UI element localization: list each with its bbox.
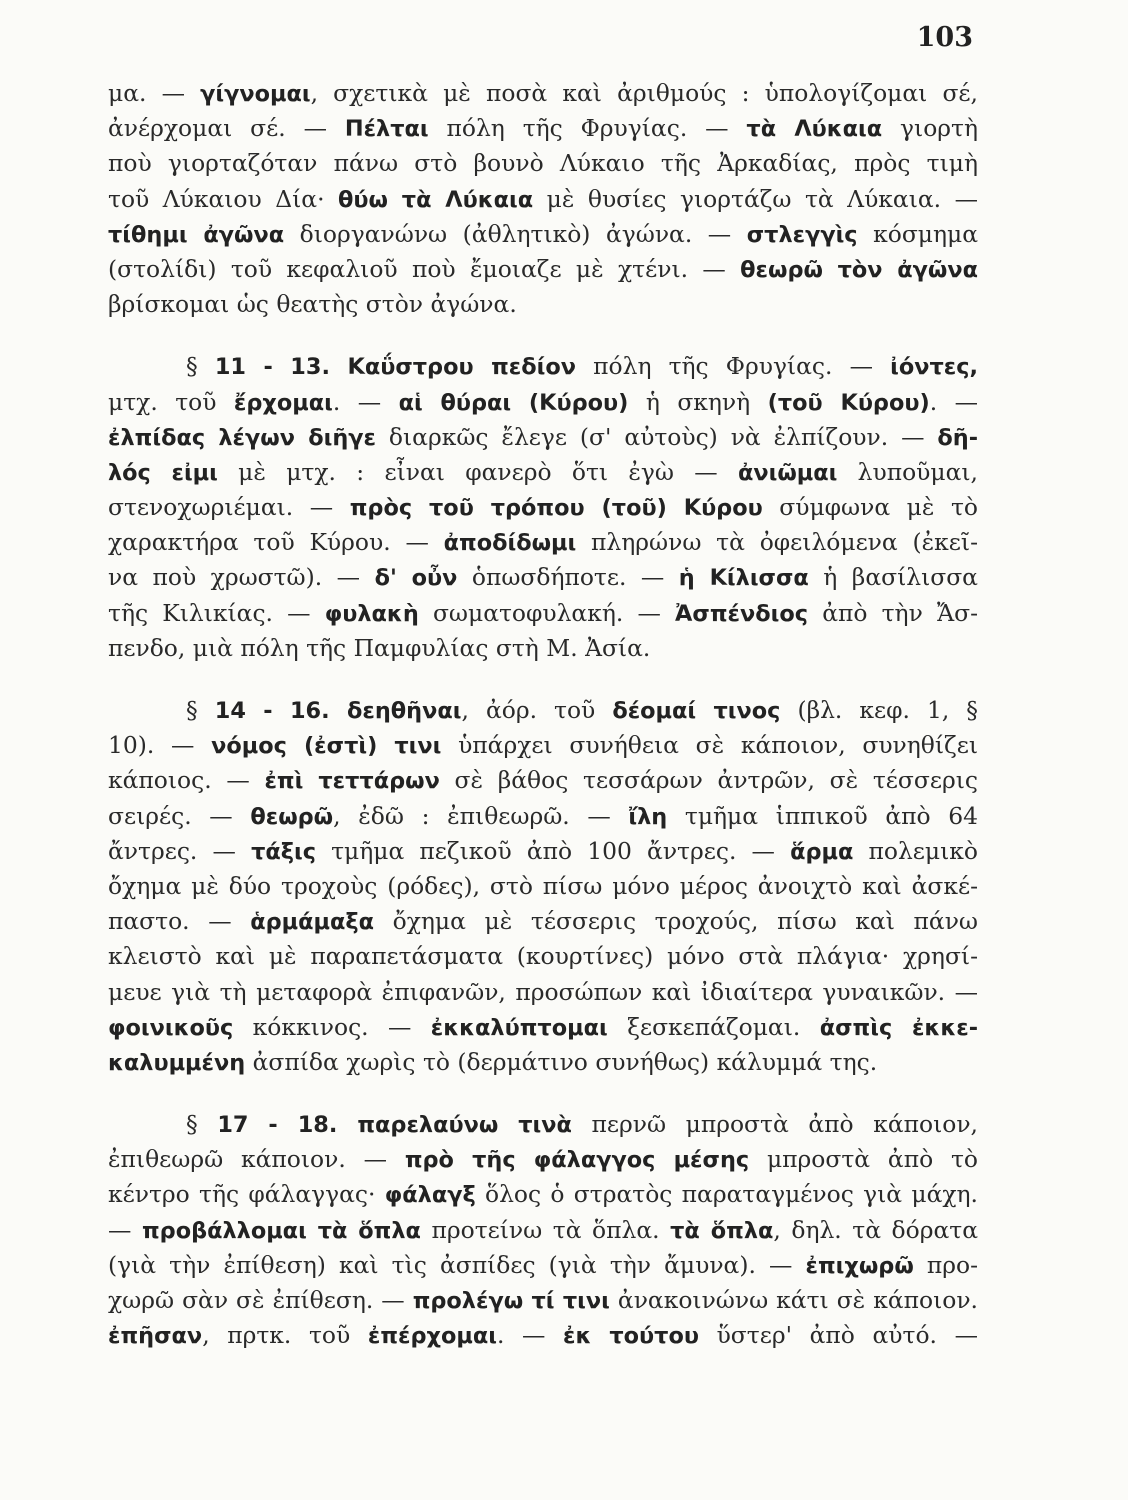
gloss-text: , σχετικὰ μὲ ποσὰ καὶ ἀριθμούς : ὑπολογίζομαι σέ, xyxy=(310,79,978,107)
glossary-term: ἐπῆσαν xyxy=(108,1323,203,1350)
gloss-text: πληρώνω τὰ ὀφειλόμενα (ἐκεῖ- xyxy=(576,528,978,557)
glossary-term: φυλακὴ xyxy=(324,600,419,627)
text-line xyxy=(108,1248,978,1283)
gloss-text: ἀσπίδα χωρὶς τὸ (δερμάτινο συνήθως) κάλυμμά της. xyxy=(245,1047,878,1076)
glossary-term: δέομαί τινος xyxy=(612,698,781,724)
gloss-text: . — xyxy=(496,1321,564,1350)
text-line xyxy=(108,560,978,595)
glossary-term: ἴλη xyxy=(628,803,668,830)
gloss-text: τμῆμα πεζικοῦ ἀπὸ 100 ἄντρες. — xyxy=(315,836,791,865)
glossary-term: θεωρῶ xyxy=(250,803,334,830)
gloss-text: (βλ. κεφ. 1, § xyxy=(780,696,978,724)
glossary-term: πρὸς τοῦ τρόπου (τοῦ) Κύρου xyxy=(349,495,763,522)
gloss-text: κόκκινος. — xyxy=(233,1012,431,1041)
gloss-text: διοργανώνω (ἀθλητικὸ) ἀγώνα. — xyxy=(284,219,747,248)
gloss-text: ὄχημα μὲ δύο τροχοὺς (ρόδες), στὸ πίσω μόνο μέρος ἀνοιχτὸ καὶ ἀσκέ- xyxy=(108,871,978,900)
gloss-text: , ἀόρ. τοῦ xyxy=(461,696,613,724)
gloss-text: πολεμικὸ xyxy=(853,836,978,865)
text-line xyxy=(108,1107,978,1142)
text-line xyxy=(108,799,978,834)
glossary-term: δῆ- xyxy=(937,424,978,451)
glossary-term: ἐπέρχομαι xyxy=(367,1323,497,1350)
text-line xyxy=(108,1283,978,1318)
glossary-term: ἐκκαλύπτομαι xyxy=(430,1014,608,1041)
gloss-text: κλειστὸ καὶ μὲ παραπετάσματα (κουρτίνες) μόνο στὰ πλάγια· χρησί- xyxy=(108,942,978,971)
gloss-text: . — xyxy=(929,387,978,416)
glossary-term: (τοῦ Κύρου) xyxy=(767,389,930,416)
gloss-text: να ποὺ χρωστῶ). — xyxy=(108,563,375,592)
glossary-term: φάλαγξ xyxy=(384,1182,476,1209)
gloss-text: γιορτὴ xyxy=(882,114,978,143)
glossary-term: τάξις xyxy=(251,838,316,865)
text-line xyxy=(108,146,978,181)
glossary-term: ἔρχομαι xyxy=(233,389,333,416)
gloss-text: κέντρο τῆς φάλαγγας· xyxy=(108,1180,385,1209)
text-line xyxy=(108,217,978,252)
gloss-text: σὲ βάθος τεσσάρων ἀντρῶν, σὲ τέσσερις xyxy=(439,766,978,795)
gloss-text: ὅλος ὁ στρατὸς παραταγμένος γιὰ μάχη. xyxy=(475,1180,978,1209)
text-line xyxy=(108,349,978,384)
gloss-text: χαρακτήρα τοῦ Κύρου. — xyxy=(108,528,444,557)
gloss-text: διαρκῶς ἔλεγε (σ' αὐτοὺς) νὰ ἐλπίζουν. — xyxy=(376,422,938,451)
gloss-text: κάποιος. — xyxy=(108,766,265,795)
text-line xyxy=(108,1213,978,1248)
glossary-term: προβάλλομαι τὰ ὅπλα xyxy=(141,1217,421,1244)
text-line xyxy=(108,455,978,490)
gloss-text: μευε γιὰ τὴ μεταφορὰ ἐπιφανῶν, προσώπων καὶ ἰδιαίτερα γυναικῶν. — xyxy=(108,977,978,1006)
gloss-text: μπροστὰ ἀπὸ τὸ xyxy=(749,1145,978,1174)
gloss-text: τοῦ Λύκαιου Δία· xyxy=(108,184,338,213)
gloss-text: μὲ μτχ. : εἶναι φανερὸ ὅτι ἐγὼ — xyxy=(217,457,738,486)
gloss-text: ὑπάρχει συνήθεια σὲ κάποιον, συνηθίζει xyxy=(441,731,978,760)
gloss-text: μτχ. τοῦ xyxy=(108,387,234,416)
gloss-text: ἀπὸ τὴν Ἄσ- xyxy=(808,598,978,627)
text-line xyxy=(108,631,978,666)
gloss-text: προτείνω τὰ ὅπλα. xyxy=(420,1215,671,1244)
glossary-term: τὰ Λύκαια xyxy=(746,116,883,143)
gloss-text: μα. — xyxy=(108,79,201,107)
gloss-text: ξεσκεπάζομαι. xyxy=(607,1012,820,1041)
text-line xyxy=(108,728,978,763)
text-line xyxy=(108,975,978,1010)
gloss-text: § xyxy=(186,1110,218,1139)
glossary-term: τὰ ὅπλα xyxy=(670,1217,774,1244)
glossary-term: ἀποδίδωμι xyxy=(443,530,577,557)
glossary-term: ἰόντες, xyxy=(890,354,978,381)
gloss-text: ποὺ γιορταζόταν πάνω στὸ βουνὸ Λύκαιο τῆς Ἀρκαδίας, πρὸς τιμὴ xyxy=(108,149,978,178)
gloss-text: χωρῶ σὰν σὲ ἐπίθεση. — xyxy=(108,1286,413,1314)
gloss-text: πενδο, μιὰ πόλη τῆς Παμφυλίας στὴ Μ. Ἀσία. xyxy=(108,633,651,662)
gloss-text: ἄντρες. — xyxy=(108,836,252,865)
text-line xyxy=(108,693,978,728)
glossary-term: γίγνομαι xyxy=(200,81,311,107)
text-line xyxy=(108,252,978,287)
glossary-term: φοινικοῦς xyxy=(108,1014,234,1041)
glossary-text xyxy=(108,76,978,1353)
text-line xyxy=(108,939,978,974)
glossary-term: 14 - 16. δεηθῆναι xyxy=(214,698,462,724)
glossary-term: ἐκ τούτου xyxy=(563,1323,699,1350)
gloss-text: πόλη τῆς Φρυγίας. — xyxy=(428,114,747,143)
gloss-text: σειρές. — xyxy=(108,801,251,830)
gloss-text: ὁπωσδήποτε. — xyxy=(457,563,679,592)
text-line xyxy=(108,525,978,560)
glossary-term: ἅρμα xyxy=(790,838,854,865)
gloss-text: , ἐδῶ : ἐπιθεωρῶ. — xyxy=(333,801,629,830)
gloss-text: στενοχωριέμαι. — xyxy=(108,493,350,522)
gloss-text: , δηλ. τὰ δόρατα xyxy=(773,1215,978,1244)
gloss-text: λυποῦμαι, xyxy=(837,457,978,486)
gloss-text: σωματοφυλακή. — xyxy=(418,598,676,627)
text-line xyxy=(108,904,978,939)
glossary-term: θύω τὰ Λύκαια xyxy=(337,186,534,213)
text-line xyxy=(108,834,978,869)
gloss-text: κόσμημα xyxy=(857,219,978,248)
gloss-text: ἐπιθεωρῶ κάποιον. — xyxy=(108,1145,405,1174)
page-number: 103 xyxy=(916,22,973,53)
glossary-term: ἀνιῶμαι xyxy=(737,459,838,486)
paragraph-gap xyxy=(108,1080,978,1107)
gloss-text: — xyxy=(108,1215,142,1244)
glossary-term: Ἀσπένδιος xyxy=(675,600,809,627)
gloss-text: παστο. — xyxy=(108,907,251,936)
glossary-term: ἐπὶ τεττάρων xyxy=(264,768,440,795)
glossary-term: λός εἰμι xyxy=(108,459,218,486)
gloss-text: περνῶ μπροστὰ ἀπὸ κάποιον, xyxy=(571,1110,978,1139)
text-line xyxy=(108,1318,978,1353)
glossary-term: 17 - 18. παρελαύνω τινὰ xyxy=(217,1112,572,1139)
paragraph-gap xyxy=(108,322,978,349)
text-line xyxy=(108,287,978,322)
glossary-term: Πέλται xyxy=(344,116,429,143)
text-line xyxy=(108,1177,978,1212)
gloss-text: πόλη τῆς Φρυγίας. — xyxy=(576,352,891,381)
glossary-term: προλέγω τί τινι xyxy=(412,1288,610,1314)
glossary-term: καλυμμένη xyxy=(108,1049,246,1076)
gloss-text: τῆς Κιλικίας. — xyxy=(108,598,325,627)
gloss-text: ὄχημα μὲ τέσσερις τροχούς, πίσω καὶ πάνω xyxy=(374,907,978,936)
glossary-term: νόμος (ἐστὶ) τινι xyxy=(211,733,442,760)
gloss-text: , πρτκ. τοῦ xyxy=(202,1321,368,1350)
gloss-text: ἀνέρχομαι σέ. — xyxy=(108,114,345,143)
text-line xyxy=(108,182,978,217)
text-line xyxy=(108,596,978,631)
glossary-term: 11 - 13. Καΰστρου πεδίον xyxy=(214,354,577,381)
text-line xyxy=(108,76,978,111)
text-line xyxy=(108,385,978,420)
gloss-text: ἡ σκηνὴ xyxy=(628,387,768,416)
gloss-text: τμῆμα ἱππικοῦ ἀπὸ 64 xyxy=(667,801,978,830)
text-line xyxy=(108,420,978,455)
gloss-text: ἡ βασίλισσα xyxy=(808,563,978,592)
glossary-term: ἡ Κίλισσα xyxy=(678,565,809,592)
gloss-text: § xyxy=(186,696,215,724)
gloss-text: προ- xyxy=(913,1250,978,1279)
gloss-text: ὕστερ' ἀπὸ αὐτό. — xyxy=(698,1321,978,1350)
paragraph-gap xyxy=(108,666,978,693)
glossary-term: δ' οὖν xyxy=(374,565,458,592)
gloss-text: μὲ θυσίες γιορτάζω τὰ Λύκαια. — xyxy=(533,184,978,213)
glossary-term: τίθημι ἀγῶνα xyxy=(108,221,285,248)
gloss-text: 10). — xyxy=(108,731,212,760)
glossary-term: αἱ θύραι (Κύρου) xyxy=(398,389,629,416)
text-line xyxy=(108,869,978,904)
gloss-text: βρίσκομαι ὡς θεατὴς στὸν ἀγώνα. xyxy=(108,290,517,319)
text-line xyxy=(108,1142,978,1177)
glossary-term: θεωρῶ τὸν ἀγῶνα xyxy=(740,256,978,283)
text-line xyxy=(108,763,978,798)
gloss-text: (γιὰ τὴν ἐπίθεση) καὶ τὶς ἀσπίδες (γιὰ τὴν ἄμυνα). — xyxy=(108,1250,806,1279)
text-line xyxy=(108,490,978,525)
glossary-term: πρὸ τῆς φάλαγγος μέσης xyxy=(404,1147,750,1174)
gloss-text: ἀνακοινώνω κάτι σὲ κάποιον. xyxy=(617,1286,978,1314)
gloss-text: § xyxy=(186,352,215,381)
gloss-text: σύμφωνα μὲ τὸ xyxy=(762,493,978,522)
text-line xyxy=(108,1045,978,1080)
gloss-text: . — xyxy=(332,387,399,416)
glossary-term: ἐλπίδας λέγων διῆγε xyxy=(108,424,376,451)
gloss-text: (στολίδι) τοῦ κεφαλιοῦ ποὺ ἔμοιαζε μὲ χτένι. — xyxy=(108,254,741,283)
glossary-term: ἐπιχωρῶ xyxy=(805,1252,914,1279)
text-line xyxy=(108,111,978,146)
glossary-term: ἀσπὶς ἐκκε- xyxy=(819,1014,978,1041)
text-line xyxy=(108,1010,978,1045)
glossary-term: στλεγγὶς xyxy=(746,221,858,248)
glossary-term: ἁρμάμαξα xyxy=(250,909,374,936)
